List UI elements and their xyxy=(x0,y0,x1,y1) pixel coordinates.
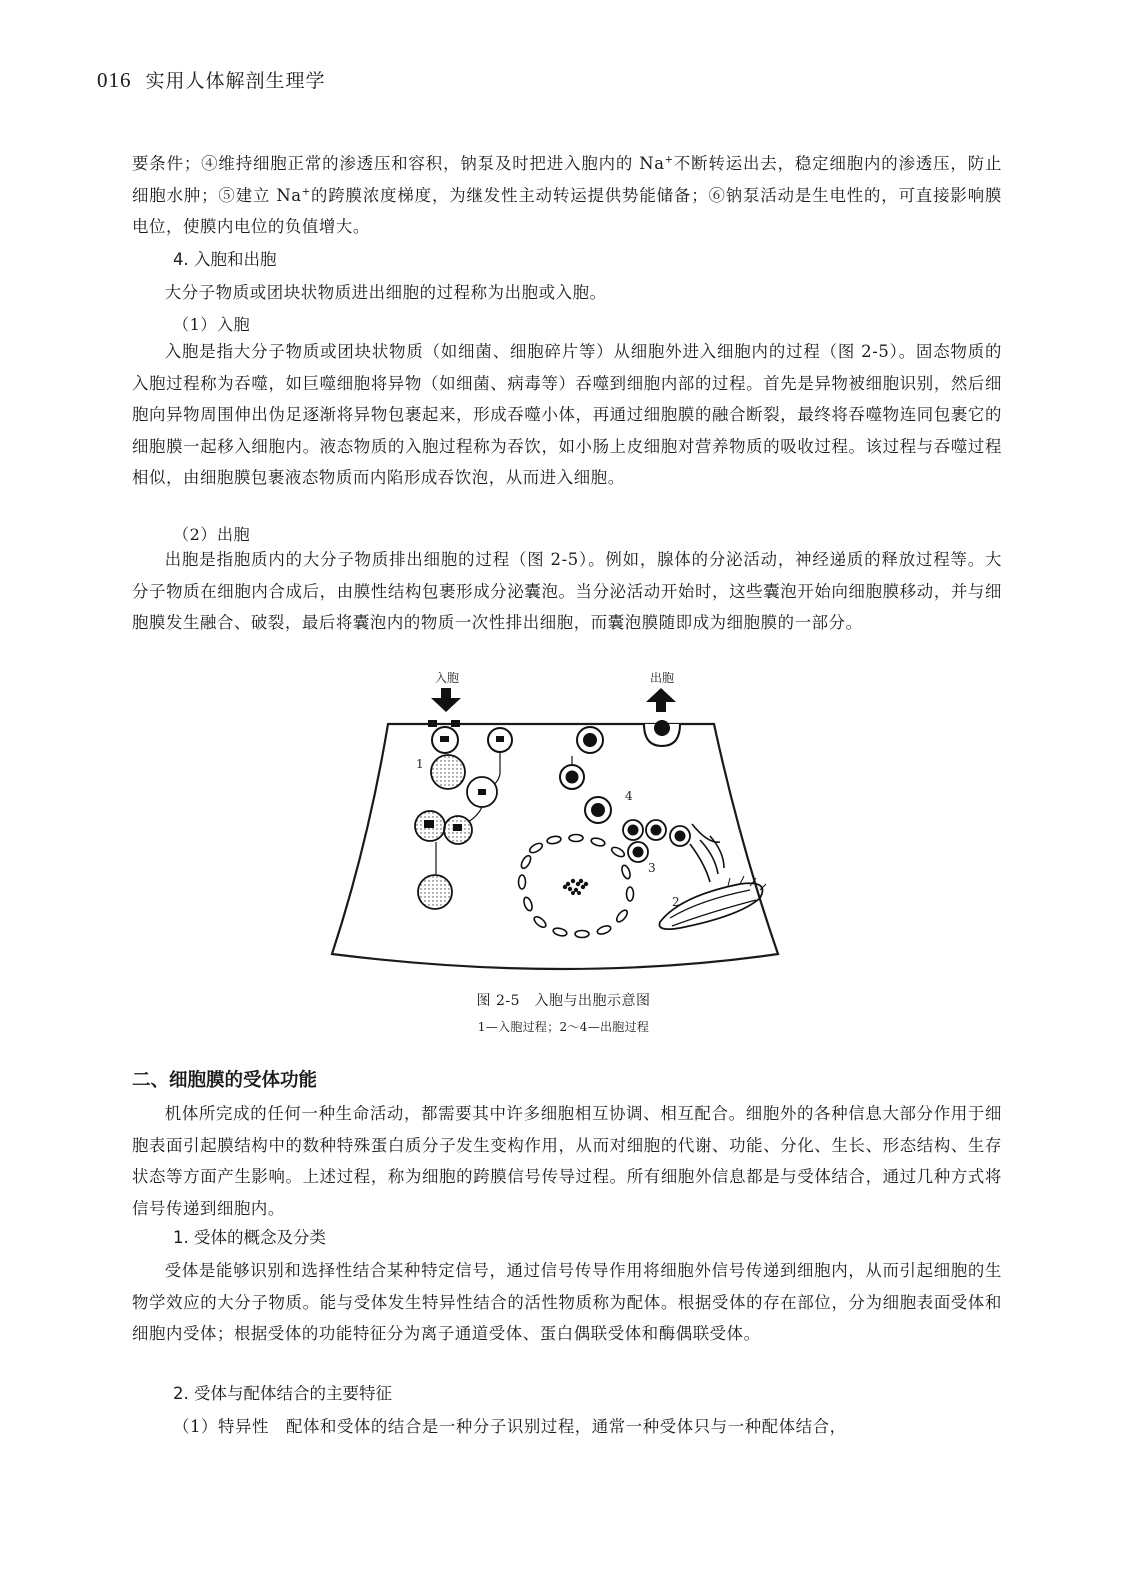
marker-3: 3 xyxy=(648,861,656,875)
subsection-1-paragraph: 受体是能够识别和选择性结合某种特定信号，通过信号传导作用将细胞外信号传递到细胞内，从而引起细胞的生物学效应的大分子物质。能与受体发生特异性结合的活性物质称为配体。根据受体的存在部位，分为细胞表面受体和细胞内受体；根据受体的功能特征分为离子通道受体、蛋白偶联受体和酶偶联受体。 xyxy=(132,1261,1002,1343)
endocytosis-paragraph: 入胞是指大分子物质或团块状物质（如细菌、细胞碎片等）从细胞外进入细胞内的过程（图 2-5）。固态物质的入胞过程称为吞噬，如巨噬细胞将异物（如细菌、病毒等）吞噬到细胞内部的过程。首先是异物被细胞识别，然后细胞向异物周围伸出伪足逐渐将异物包裹起来，形成吞噬小体，再通过细胞膜的融合断裂，最终将吞噬物连同包裹它的细胞膜一起移入细胞内。液态物质的入胞过程称为吞饮，如小肠上皮细胞对营养物质的吸收过程。该过程与吞噬过程相似，由细胞膜包裹液态物质而内陷形成吞饮泡，从而进入细胞。 xyxy=(132,342,1002,487)
exocytosis-paragraph: 出胞是指胞质内的大分子物质排出细胞的过程（图 2-5）。例如，腺体的分泌活动，神经递质的释放过程等。大分子物质在细胞内合成后，由膜性结构包裹形成分泌囊泡。当分泌活动开始时，这些囊泡开始向细胞膜移动，并与细胞膜发生融合、破裂，最后将囊泡内的物质一次性排出细胞，而囊泡膜随即成为细胞膜的一部分。 xyxy=(132,550,1002,632)
subheading-endocytosis: （1）入胞 xyxy=(173,315,251,334)
subsection-1-heading: 1. 受体的概念及分类 xyxy=(173,1228,326,1247)
endosome xyxy=(431,755,465,789)
particle xyxy=(428,720,437,727)
label-endocytosis: 入胞 xyxy=(435,671,460,685)
subsection-2-paragraph: （1）特异性 配体和受体的结合是一种分子识别过程，通常一种受体只与一种配体结合， xyxy=(173,1417,847,1436)
marker-1: 1 xyxy=(416,757,424,771)
book-title: 实用人体解剖生理学 xyxy=(145,70,326,92)
running-header xyxy=(97,66,326,93)
arrow-in-icon xyxy=(431,688,461,712)
figure-subcaption: 1—入胞过程；2～4—出胞过程 xyxy=(477,1020,650,1034)
figure-endocytosis-exocytosis xyxy=(320,664,810,994)
particle xyxy=(451,720,460,727)
marker-2: 2 xyxy=(672,895,680,909)
subsection-2-heading: 2. 受体与配体结合的主要特征 xyxy=(173,1384,392,1403)
cell-membrane xyxy=(332,724,778,969)
figure-caption: 图 2-5 入胞与出胞示意图 xyxy=(476,993,651,1009)
nucleus xyxy=(519,835,634,938)
marker-4: 4 xyxy=(625,789,633,803)
section-4-intro: 大分子物质或团块状物质进出细胞的过程称为出胞或入胞。 xyxy=(164,283,607,302)
golgi-apparatus xyxy=(690,824,724,882)
section-2-paragraph: 机体所完成的任何一种生命活动，都需要其中许多细胞相互协调、相互配合。细胞外的各种信息大部分作用于细胞表面引起膜结构中的数种特殊蛋白质分子发生变构作用，从而对细胞的代谢、功能、分化、生长、形态结构、生存状态等方面产生影响。上述过程，称为细胞的跨膜信号传导过程。所有细胞外信息都是与受体结合，通过几种方式将信号传递到细胞内。 xyxy=(132,1104,1002,1218)
section-4-heading: 4. 入胞和出胞 xyxy=(173,250,277,269)
subheading-exocytosis: （2）出胞 xyxy=(173,525,251,544)
section-2-heading: 二、细胞膜的受体功能 xyxy=(132,1070,318,1091)
nucleolus xyxy=(563,879,588,895)
page-number: 016 xyxy=(97,68,132,92)
arrow-out-icon xyxy=(646,688,676,712)
continued-paragraph: 要条件；④维持细胞正常的渗透压和容积，钠泵及时把进入胞内的 Na+不断转运出去，稳定细胞内的渗透压，防止细胞水肿；⑤建立 Na+的跨膜浓度梯度，为继发性主动转运提供势能储备；⑥钠泵活动是生电性的，可直接影响膜电位，使膜内电位的负值增大。 xyxy=(132,154,1002,236)
residual-body xyxy=(418,875,452,909)
label-exocytosis: 出胞 xyxy=(650,671,675,685)
